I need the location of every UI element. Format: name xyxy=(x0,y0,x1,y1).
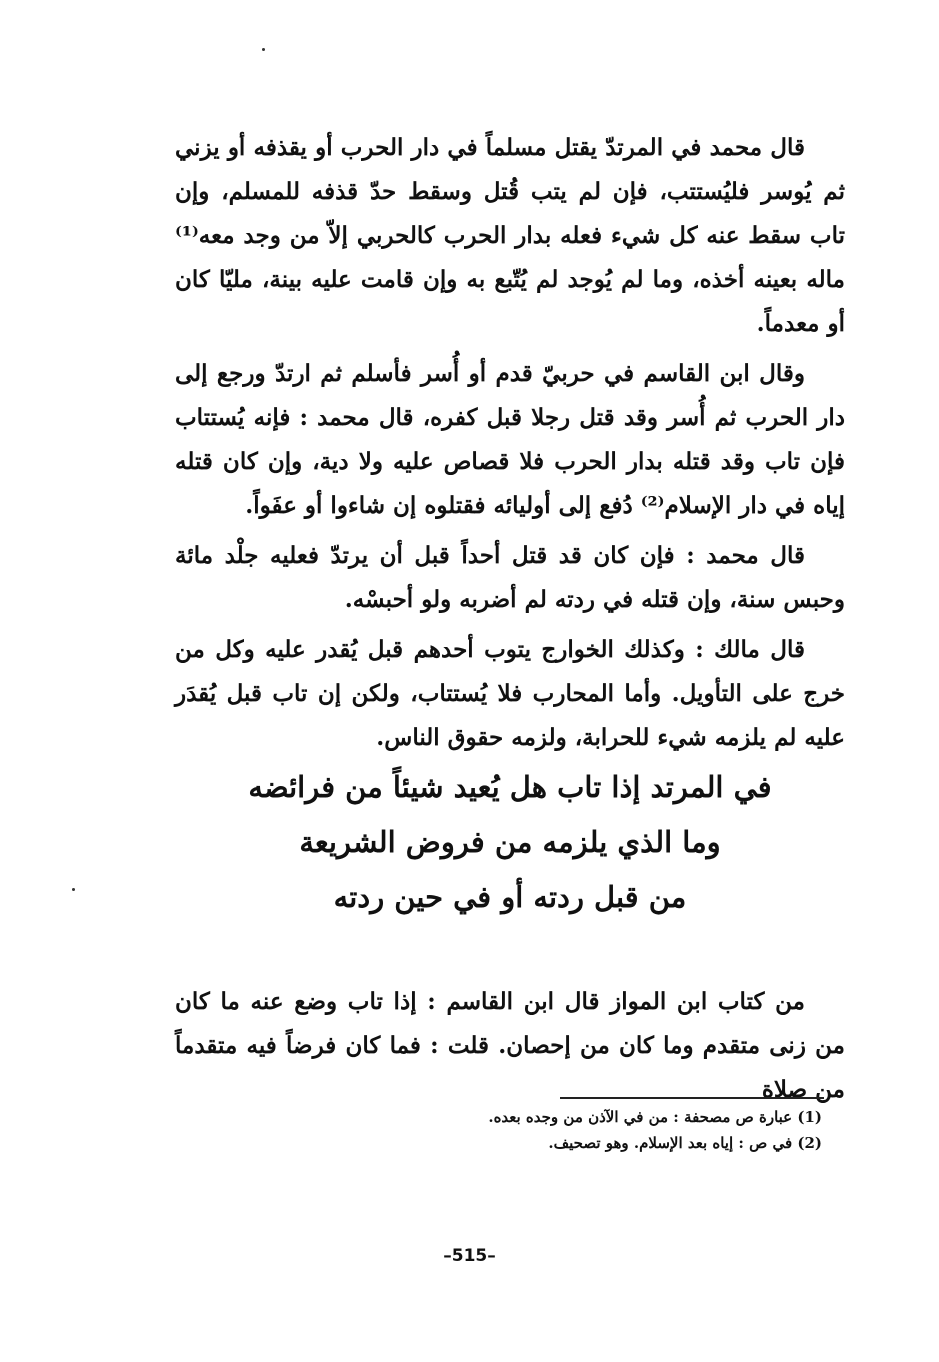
paragraph: قال مالك : وكذلك الخوارج يتوب أحدهم قبل يُقدر عليه وكل من خرج على التأويل. وأما المحارب فلا يُستتاب، ولكن إن تاب قبل يُقدَر عليه لم يلزمه شيء للحرابة، ولزمه حقوق الناس. xyxy=(175,636,845,751)
page-number: –515– xyxy=(443,1246,496,1266)
paragraph: قال محمد في المرتدّ يقتل مسلماً في دار الحرب أو يقذفه أو يزني ثم يُوسر فليُستتب، فإن لم يتب قُتل وسقط حدّ قذفه للمسلم، وإن تاب سقط عنه كل شيء فعله بدار الحرب كالحربي إلاّ من وجد معه⁽¹⁾ ماله بعينه أخذه، وما لم يُوجد لم يُتّبع به وإن قامت عليه بينة، مليّا كان أو معدماً. xyxy=(175,134,845,337)
paragraph xyxy=(175,980,845,1112)
paragraph: وقال ابن القاسم في حربيّ قدم أو أُسر فأسلم ثم ارتدّ ورجع إلى دار الحرب ثم أُسر وقد قتل رجلا قبل كفره، قال محمد : فإنه يُستتاب فإن تاب وقد قتله بدار الحرب فلا قصاص عليه ولا دية، وإن كان قتله إياه في دار الإسلام⁽²⁾ دُفع إلى أوليائه فقتلوه إن شاءوا أو عفَواً. xyxy=(175,360,845,519)
section-heading xyxy=(175,760,845,925)
footnotes xyxy=(300,1104,822,1156)
footnote-divider xyxy=(560,1097,824,1099)
source-title: من كتاب ابن المواز xyxy=(610,988,805,1015)
paragraph: قال محمد : فإن كان قد قتل أحداً قبل أن يرتدّ فعليه جلْد مائة وحبس سنة، وإن قتله في ردته لم أضربه ولو أحبسْه. xyxy=(175,542,845,613)
footnote: (1) عبارة ص مصحفة : من في الآذن من وجده بعده. xyxy=(488,1108,822,1126)
heading-line: من قبل ردته أو في حين ردته xyxy=(333,880,687,914)
page-speck xyxy=(262,48,265,51)
footnote: (2) في ص : إياه بعد الإسلام. وهو تصحيف. xyxy=(548,1134,822,1152)
page-speck xyxy=(72,888,75,891)
main-text xyxy=(175,126,845,760)
section-text xyxy=(175,980,845,1112)
paragraph-body: قال ابن القاسم : إذا تاب وضع عنه ما كان من زنى متقدم وما كان من إحصان. قلت : فما كان فرضاً فيه متقدماً من صلاة xyxy=(175,988,845,1103)
heading-line: في المرتد إذا تاب هل يُعيد شيئاً من فرائضه xyxy=(248,770,772,804)
heading-line: وما الذي يلزمه من فروض الشريعة xyxy=(299,825,721,859)
